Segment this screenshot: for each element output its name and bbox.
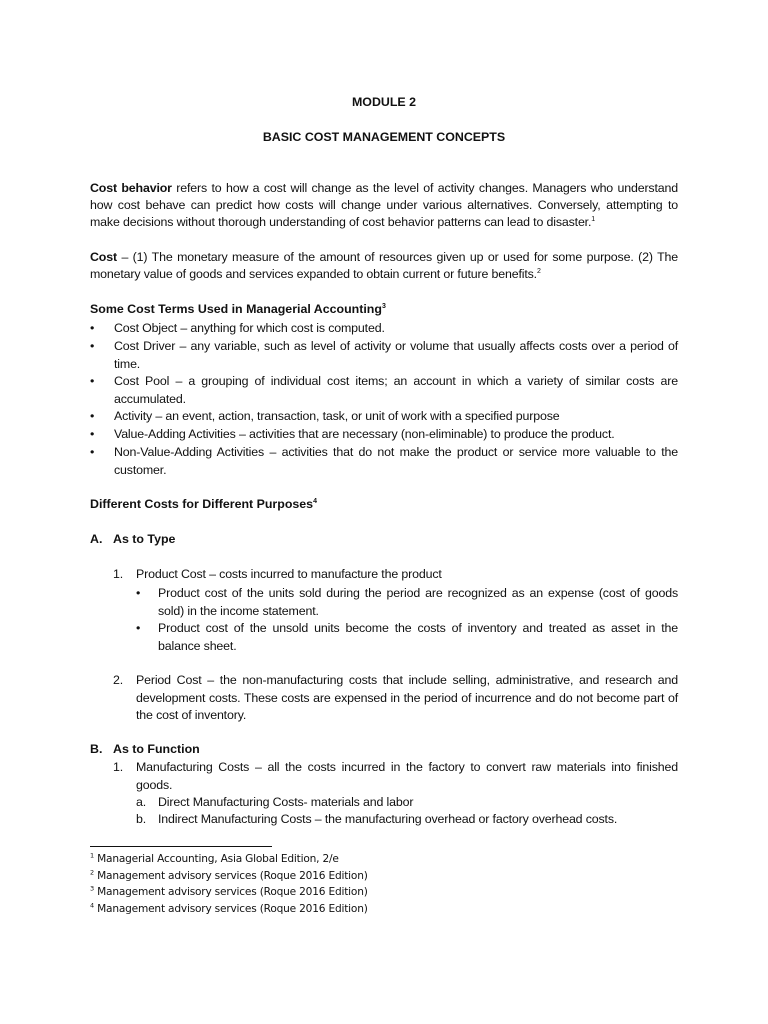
- period-cost-item: 2. Period Cost – the non-manufacturing costs that include selling, administrative, and research and development costs. These costs are expensed in the period of incurrence and do not become part of the cost of inventory.: [113, 673, 678, 722]
- bullet-icon: •: [90, 445, 95, 459]
- bullet-icon: •: [90, 427, 95, 441]
- footnote: $^3$ Management advisory services (Roque 2016 Edition): [90, 884, 368, 898]
- cost-term: Cost: [90, 250, 117, 264]
- list-item: • Product cost of the units sold during the period are recognized as an expense (cost of goods sold) in the income statement.: [136, 586, 678, 618]
- cost-behavior-term: Cost behavior: [90, 181, 172, 195]
- bullet-icon: •: [90, 409, 95, 423]
- footnote-ref: 2: [536, 267, 541, 275]
- list-item: b. Indirect Manufacturing Costs – the manufacturing overhead or factory overhead costs.: [136, 812, 618, 826]
- bullet-icon: •: [90, 321, 95, 335]
- manufacturing-costs-item: 1. Manufacturing Costs – all the costs incurred in the factory to convert raw materials into finished goods.: [113, 760, 678, 792]
- list-item: • Non-Value-Adding Activities – activities that do not make the product or service more valuable to the customer.: [90, 445, 678, 477]
- footnote-ref: 4: [313, 497, 317, 505]
- footnote-ref: 1: [591, 215, 596, 223]
- product-cost-item: 1. Product Cost – costs incurred to manufacture the product: [113, 567, 442, 581]
- cost-paragraph: [90, 249, 678, 283]
- cost-text: – (1) The monetary measure of the amount of resources given up or used for some purpose. (2) The monetary value of goods and services expanded to obtain current or future benefits.: [90, 250, 678, 281]
- footnote: $^1$ Managerial Accounting, Asia Global Edition, 2/e: [90, 851, 339, 865]
- list-item: • Cost Pool – a grouping of individual cost items; an account in which a variety of similar costs are accumulated.: [90, 374, 678, 406]
- bullet-icon: •: [90, 339, 95, 353]
- section-a-heading: A. As to Type: [90, 532, 176, 546]
- section-b-heading: B. As to Function: [90, 742, 200, 756]
- list-item: a. Direct Manufacturing Costs- materials and labor: [136, 795, 414, 809]
- terms-heading: Some Cost Terms Used in Managerial Accounting$^3$: [90, 302, 386, 316]
- cost-behavior-text: refers to how a cost will change as the level of activity changes. Managers who understand how cost behave can predict how costs will change under various alternatives. Conversely, attempting to make decisions without thorough understanding of cost behavior patterns can lead to disaster.: [90, 181, 678, 229]
- purposes-heading: Different Costs for Different Purposes$^4$: [90, 497, 317, 511]
- bullet-icon: •: [136, 621, 141, 635]
- page-title: BASIC COST MANAGEMENT CONCEPTS: [262, 130, 506, 144]
- list-item: • Product cost of the unsold units become the costs of inventory and treated as asset in the balance sheet.: [136, 621, 678, 653]
- footnote: $^2$ Management advisory services (Roque 2016 Edition): [90, 868, 368, 882]
- list-item: • Cost Driver – any variable, such as level of activity or volume that usually affects costs over a period of time.: [90, 339, 678, 371]
- footnote: $^4$ Management advisory services (Roque 2016 Edition): [90, 901, 368, 915]
- footnote-ref: 3: [381, 302, 386, 310]
- module-label: MODULE 2: [351, 95, 417, 109]
- bullet-icon: •: [136, 586, 141, 600]
- list-item: • Cost Object – anything for which cost is computed.: [90, 320, 678, 338]
- bullet-icon: •: [90, 374, 95, 388]
- cost-behavior-paragraph: [90, 180, 678, 231]
- footnote-divider: [90, 846, 272, 847]
- list-item: • Activity – an event, action, transaction, task, or unit of work with a specified purpose: [90, 408, 678, 426]
- list-item: • Value-Adding Activities – activities that are necessary (non-eliminable) to produce the product.: [90, 426, 678, 444]
